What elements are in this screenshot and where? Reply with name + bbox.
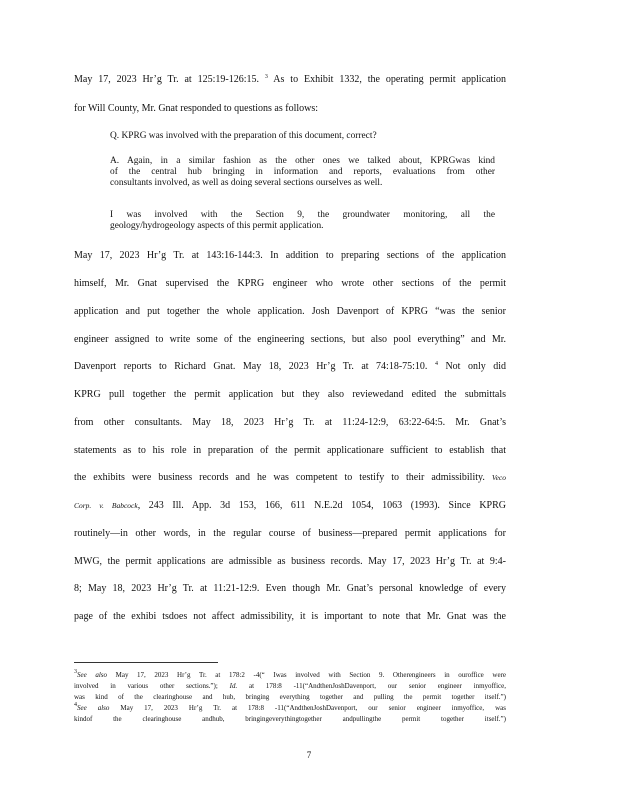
body-line: Corp. v. Babcock, 243 Ill. App. 3d 153, 166, 611 N.E.2d 1054, 1063 (1993). Since KPRG — [74, 500, 506, 511]
case-citation: Corp. v. Babcock — [74, 501, 138, 510]
footnote-divider — [74, 662, 218, 663]
quote-line: Q. KPRG was involved with the preparation of this document, correct? — [110, 131, 377, 141]
case-citation: Veco — [491, 473, 506, 482]
footnote-4: $^4$See also May 17, 2023 Hr’g Tr. at 178:8 -11(“AndthenJoshDavenport, our senior engineer inmyoffice, was — [74, 702, 506, 712]
footnote-line: kindof the clearinghouse andhub, bringingeverythingtogether andpullingthe permit together itself.”) — [74, 715, 506, 723]
body-line: statements as to his role in preparation of the permit applicationare sufficient to establish that — [74, 445, 506, 456]
quote-line: consultants involved, as well as doing several sections ourselves as well. — [110, 178, 383, 188]
body-line: page of the exhibi tsdoes not affect admissibility, it is important to note that Mr. Gnat was the — [74, 611, 506, 622]
footnote-line: involved in various other sections.”); Id. at 178:8 -11(“AndthenJoshDavenport, our senior engineer inmyoffice, — [74, 682, 506, 690]
body-line: May 17, 2023 Hr’g Tr. at 143:16-144:3. In addition to preparing sections of the application — [74, 250, 506, 261]
footnote-ref-4[interactable]: 4 — [434, 361, 438, 367]
body-line: MWG, the permit applications are admissible as business records. May 17, 2023 Hr’g Tr. at 9:4- — [74, 556, 506, 567]
body-line: Davenport reports to Richard Gnat. May 18, 2023 Hr’g Tr. at 74:18-75:10. $^4$ Not only did — [74, 361, 507, 372]
body-line: engineer assigned to write some of the engineering sections, but also pool everything” and Mr. — [74, 334, 506, 345]
body-line: 8; May 18, 2023 Hr’g Tr. at 11:21-12:9. Even though Mr. Gnat’s personal knowledge of every — [74, 583, 506, 594]
quote-line: A. Again, in a similar fashion as the other ones we talked about, KPRGwas kind — [110, 156, 495, 166]
quote-line: of the central hub bringing in information and reports, evaluations from other — [110, 167, 495, 177]
body-line: for Will County, Mr. Gnat responded to questions as follows: — [74, 103, 319, 114]
footnote-3: $^3$See also May 17, 2023 Hr’g Tr. at 178:2 -4(“ Iwas involved with Section 9. Otherengineers in ouroffice were — [74, 669, 507, 679]
body-line: from other consultants. May 18, 2023 Hr’g Tr. at 11:24-12:9, 63:22-64:5. Mr. Gnat’s — [74, 417, 506, 428]
body-line: May 17, 2023 Hr’g Tr. at 125:19-126:15. $^3$ As to Exhibit 1332, the operating permit application — [74, 74, 507, 85]
quote-line: I was involved with the Section 9, the groundwater monitoring, all the — [110, 210, 495, 220]
body-line: routinely—in other words, in the regular course of business—prepared permit applications for — [74, 528, 506, 539]
footnote-line: was kind of the clearinghouse and hub, bringing everything together and pulling the permit together itself.”) — [74, 693, 506, 701]
quote-block — [110, 210, 495, 232]
quote-line: geology/hydrogeology aspects of this permit application. — [110, 221, 324, 231]
quote-block — [110, 131, 495, 142]
body-line: the exhibits were business records and he was competent to testify to their admissibility. Veco — [74, 472, 506, 483]
body-line: himself, Mr. Gnat supervised the KPRG engineer who wrote other sections of the permit — [74, 278, 506, 289]
page-number: 7 — [306, 750, 312, 760]
footnote-ref-3[interactable]: 3 — [264, 74, 268, 80]
body-line: KPRG pull together the permit application but they also reviewedand edited the submittals — [74, 389, 506, 400]
body-line: application and put together the whole application. Josh Davenport of KPRG “was the senior — [74, 306, 506, 317]
quote-block — [110, 156, 495, 189]
